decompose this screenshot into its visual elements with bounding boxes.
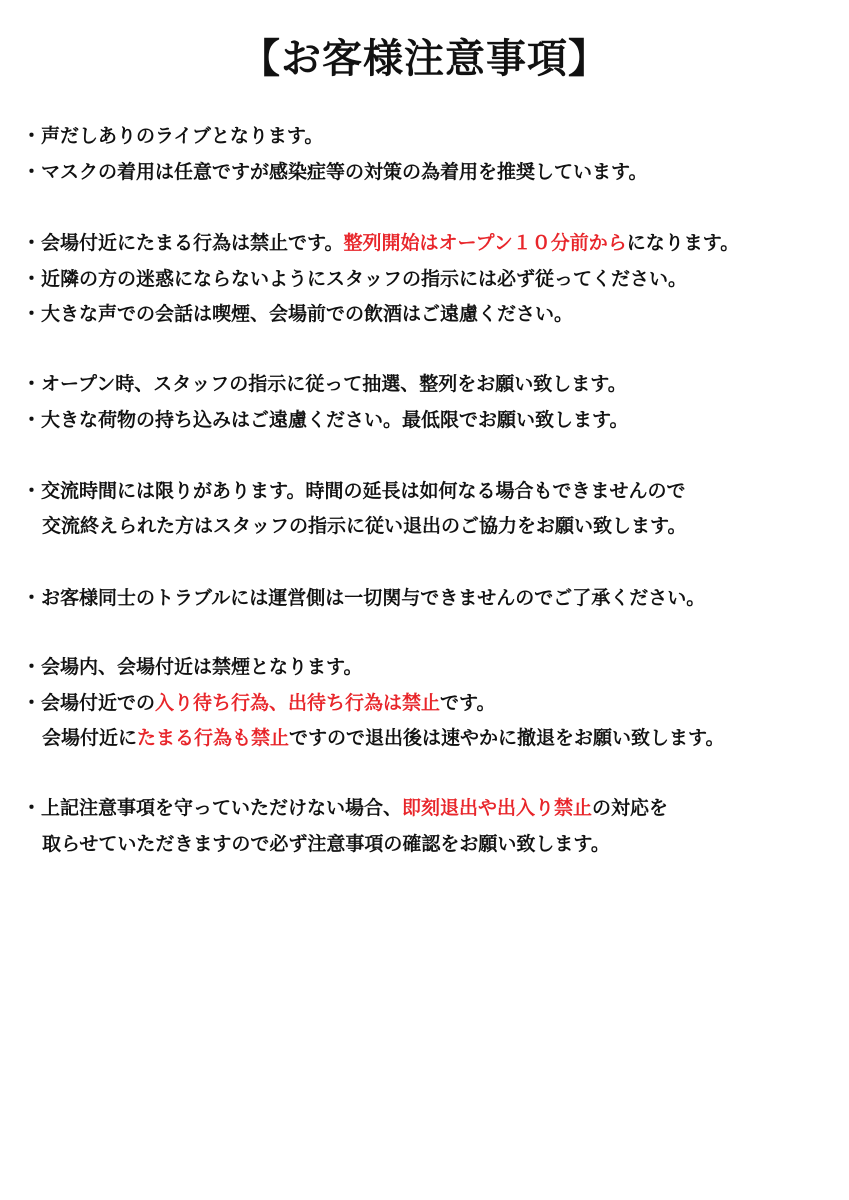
- notice-text: ですので退出後は速やかに撤退をお願い致します。: [289, 727, 725, 749]
- notice-line: [22, 581, 705, 615]
- notice-line: [22, 297, 573, 331]
- notice-line: [22, 650, 362, 684]
- notice-text: ・大きな声での会話は喫煙、会場前での飲酒はご遠慮ください。: [22, 303, 574, 325]
- notice-text: ・会場付近にたまる行為は禁止です。: [22, 232, 344, 254]
- notice-text: ・オープン時、スタッフの指示に従って抽選、整列をお願い致します。: [22, 373, 627, 395]
- notice-line-continuation: [42, 509, 686, 543]
- notice-line: [22, 686, 496, 720]
- notice-line: [22, 791, 668, 825]
- notice-text: 会場付近に: [42, 727, 138, 749]
- notice-text: 取らせていただきますので必ず注意事項の確認をお願い致します。: [42, 833, 610, 855]
- notice-line: [22, 226, 739, 260]
- highlight-text: 整列開始はオープン１０分前から: [343, 232, 627, 254]
- page-title: 【お客様注意事項】: [240, 36, 609, 82]
- notice-line: [22, 367, 627, 401]
- notice-text: ・会場内、会場付近は禁煙となります。: [22, 656, 363, 678]
- notice-text: ・声だしありのライブとなります。: [22, 125, 324, 147]
- notice-text: です。: [440, 692, 496, 714]
- notice-line-continuation: [42, 721, 725, 755]
- notice-text: ・交流時間には限りがあります。時間の延長は如何なる場合もできませんので: [22, 480, 686, 502]
- highlight-text: 即刻退出や出入り禁止: [402, 797, 593, 819]
- notice-text: になります。: [626, 232, 740, 254]
- notice-text: ・上記注意事項を守っていただけない場合、: [22, 797, 403, 819]
- notice-line: [22, 403, 628, 437]
- notice-line: [22, 155, 647, 189]
- notice-line: [22, 474, 685, 508]
- notice-text: ・マスクの着用は任意ですが感染症等の対策の為着用を推奨しています。: [22, 161, 648, 183]
- notice-text: の対応を: [592, 797, 669, 819]
- notice-text: ・お客様同士のトラブルには運営側は一切関与できませんのでご了承ください。: [22, 587, 706, 609]
- notice-text: ・大きな荷物の持ち込みはご遠慮ください。最低限でお願い致します。: [22, 409, 629, 431]
- notice-text: ・会場付近での: [22, 692, 156, 714]
- notice-text: 交流終えられた方はスタッフの指示に従い退出のご協力をお願い致します。: [42, 515, 687, 537]
- highlight-text: 入り待ち行為、出待ち行為は禁止: [155, 692, 441, 714]
- highlight-text: たまる行為も禁止: [137, 727, 290, 749]
- notice-line: [22, 119, 323, 153]
- notice-text: ・近隣の方の迷惑にならないようにスタッフの指示には必ず従ってください。: [22, 268, 688, 290]
- notice-line-continuation: [42, 827, 610, 861]
- notice-line: [22, 262, 687, 296]
